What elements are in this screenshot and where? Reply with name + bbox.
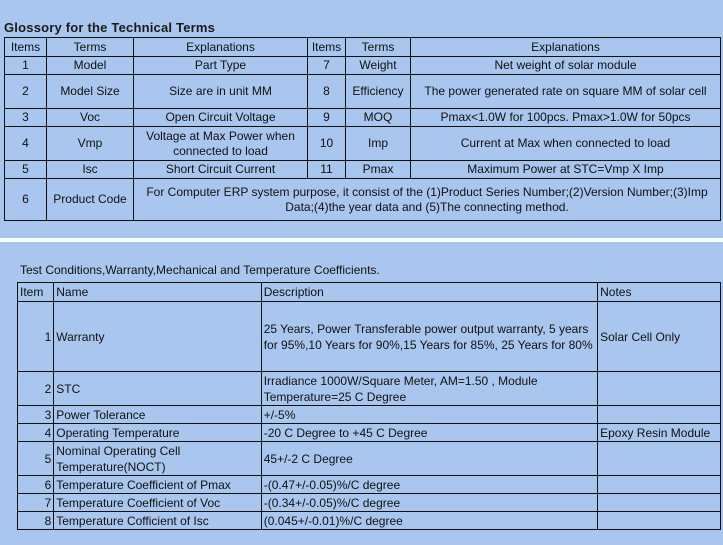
- item-number: 9: [308, 109, 346, 127]
- description: -20 C Degree to +45 C Degree: [261, 424, 597, 442]
- header-items: Items: [308, 38, 346, 57]
- name: STC: [54, 372, 261, 406]
- item-number: 4: [18, 424, 54, 442]
- item-number: 2: [18, 372, 54, 406]
- name: Operating Temperature: [54, 424, 261, 442]
- item-number: 5: [5, 161, 47, 179]
- table-row: [5, 57, 721, 75]
- name: Temperature Coefficient of Voc: [54, 494, 261, 512]
- table-row: [18, 424, 721, 442]
- header-items: Items: [5, 38, 47, 57]
- item-number: 7: [308, 57, 346, 75]
- explanation: Pmax<1.0W for 100pcs. Pmax>1.0W for 50pcs: [411, 109, 721, 127]
- description: +/-5%: [261, 406, 597, 424]
- term: Weight: [346, 57, 411, 75]
- header-terms: Terms: [346, 38, 411, 57]
- term: Model Size: [47, 75, 134, 109]
- item-number: 3: [5, 109, 47, 127]
- explanation: Maximum Power at STC=Vmp X Imp: [411, 161, 721, 179]
- notes: [598, 372, 721, 406]
- explanation: Part Type: [134, 57, 308, 75]
- table-row: [18, 494, 721, 512]
- item-number: 2: [5, 75, 47, 109]
- term: Model: [47, 57, 134, 75]
- item-number: 1: [5, 57, 47, 75]
- header-terms: Terms: [47, 38, 134, 57]
- notes: [598, 442, 721, 476]
- explanation: Net weight of solar module: [411, 57, 721, 75]
- tests-header-row: [18, 283, 721, 302]
- item-number: 5: [18, 442, 54, 476]
- term: Vmp: [47, 127, 134, 161]
- notes: Solar Cell Only: [598, 302, 721, 372]
- notes: Epoxy Resin Module: [598, 424, 721, 442]
- glossary-header-row: [5, 38, 721, 57]
- header-description: Description: [261, 283, 597, 302]
- header-explanations: Explanations: [411, 38, 721, 57]
- term: Efficiency: [346, 75, 411, 109]
- table-row: [5, 127, 721, 161]
- header-notes: Notes: [598, 283, 721, 302]
- header-explanations: Explanations: [134, 38, 308, 57]
- notes: [598, 512, 721, 530]
- explanation: Short Circuit Current: [134, 161, 308, 179]
- table-row: [18, 512, 721, 530]
- notes: [598, 406, 721, 424]
- table-row: [18, 442, 721, 476]
- item-number: 6: [18, 476, 54, 494]
- explanation: Open Circuit Voltage: [134, 109, 308, 127]
- description: 25 Years, Power Transferable power output warranty, 5 years for 95%,10 Years for 90%,15 Years for 85%, 25 Years for 80%: [261, 302, 597, 372]
- table-row: [18, 372, 721, 406]
- term: Imp: [346, 127, 411, 161]
- test-conditions-title: Test Conditions,Warranty,Mechanical and Temperature Coefficients.: [20, 263, 380, 277]
- name: Power Tolerance: [54, 406, 261, 424]
- explanation: The power generated rate on square MM of solar cell: [411, 75, 721, 109]
- item-number: 8: [18, 512, 54, 530]
- term: Voc: [47, 109, 134, 127]
- table-row: [5, 109, 721, 127]
- name: Temperature Coefficient of Pmax: [54, 476, 261, 494]
- header-item: Item: [18, 283, 54, 302]
- item-number: 6: [5, 179, 47, 221]
- item-number: 10: [308, 127, 346, 161]
- description: (0.045+/-0.01)%/C degree: [261, 512, 597, 530]
- item-number: 1: [18, 302, 54, 372]
- name: Nominal Operating Cell Temperature(NOCT): [54, 442, 261, 476]
- description: 45+/-2 C Degree: [261, 442, 597, 476]
- item-number: 4: [5, 127, 47, 161]
- description: -(0.47+/-0.05)%/C degree: [261, 476, 597, 494]
- glossary-title: Glossory for the Technical Terms: [4, 20, 216, 35]
- glossary-table: [4, 37, 721, 221]
- header-name: Name: [54, 283, 261, 302]
- table-row: [5, 161, 721, 179]
- explanation: Current at Max when connected to load: [411, 127, 721, 161]
- explanation: Voltage at Max Power when connected to load: [134, 127, 308, 161]
- term: Isc: [47, 161, 134, 179]
- name: Temperature Cofficient of Isc: [54, 512, 261, 530]
- term: Product Code: [47, 179, 134, 221]
- item-number: 11: [308, 161, 346, 179]
- table-row: [5, 179, 721, 221]
- test-conditions-section: [4, 242, 723, 545]
- table-row: [18, 302, 721, 372]
- name: Warranty: [54, 302, 261, 372]
- term: MOQ: [346, 109, 411, 127]
- description: Irradiance 1000W/Square Meter, AM=1.50 , Module Temperature=25 C Degree: [261, 372, 597, 406]
- description: -(0.34+/-0.05)%/C degree: [261, 494, 597, 512]
- table-row: [18, 406, 721, 424]
- item-number: 3: [18, 406, 54, 424]
- term: Pmax: [346, 161, 411, 179]
- table-row: [18, 476, 721, 494]
- glossary-section: [0, 0, 723, 238]
- notes: [598, 494, 721, 512]
- explanation: Size are in unit MM: [134, 75, 308, 109]
- item-number: 8: [308, 75, 346, 109]
- item-number: 7: [18, 494, 54, 512]
- test-conditions-table: [17, 282, 721, 530]
- notes: [598, 476, 721, 494]
- table-row: [5, 75, 721, 109]
- explanation: For Computer ERP system purpose, it consist of the (1)Product Series Number;(2)Version Number;(3)Imp Data;(4)the year data and (5)The connecting method.: [134, 179, 721, 221]
